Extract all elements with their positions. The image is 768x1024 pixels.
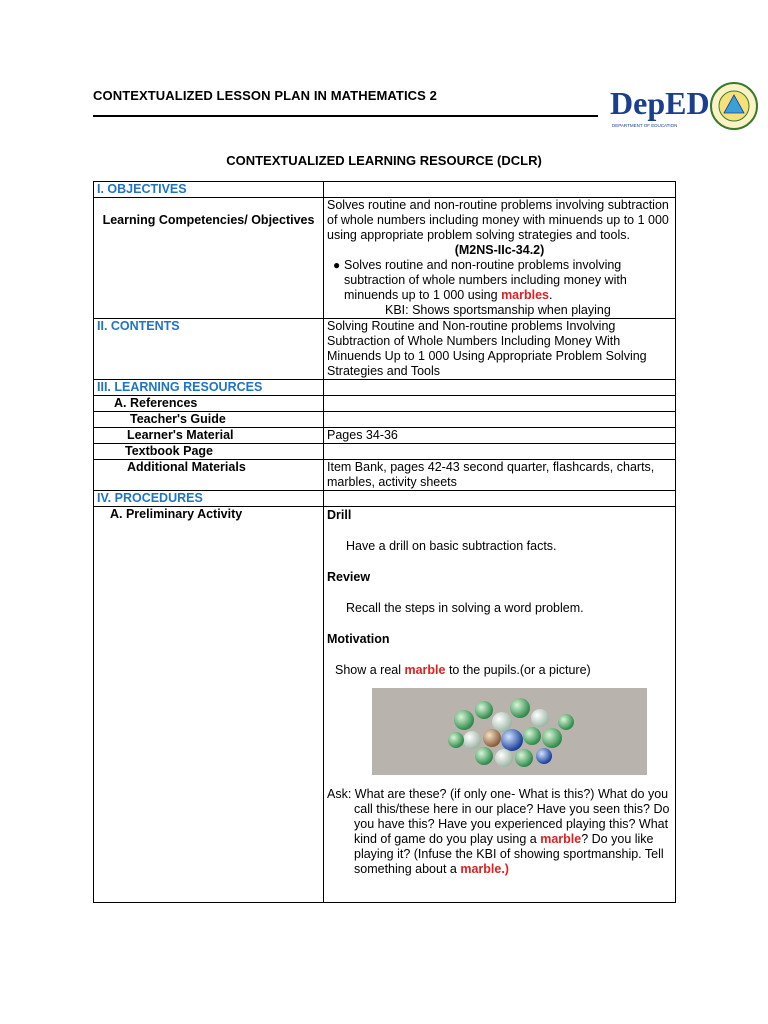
marble-icon [454, 710, 474, 730]
textbook-page-label: Textbook Page [94, 444, 324, 460]
resources-heading-value [324, 380, 676, 396]
kbi-text: KBI: Shows sportsmanship when playing [385, 303, 611, 317]
competencies-cell [324, 198, 676, 319]
marble-icon [483, 729, 501, 747]
marble-icon [501, 729, 523, 751]
references-label: A. References [94, 396, 324, 412]
header-rule [93, 115, 598, 117]
marble-icon [475, 747, 493, 765]
ask-text-pre: Ask: What are these? (if only one- What is this?) What do you call this/these here in our place? Have you seen this? Do you have this? Have you experienced playing this? What kind of game do you play using a [327, 787, 670, 846]
preliminary-activity-cell [324, 507, 676, 903]
resources-heading-row [94, 380, 676, 396]
contents-text: Solving Routine and Non-routine problems Involving Subtraction of Whole Numbers Including Money With Minuends Up to 1 000 Using Appropriate Problem Solving Strategies and Tools [324, 319, 676, 380]
lesson-plan-table [93, 181, 676, 903]
deped-logo-subtext: DEPARTMENT OF EDUCATION [612, 123, 678, 128]
additional-materials-value: Item Bank, pages 42-43 second quarter, flashcards, charts, marbles, activity sheets [324, 460, 676, 491]
teachers-guide-value [324, 412, 676, 428]
marble-icon [510, 698, 530, 718]
review-heading: Review [327, 570, 371, 584]
resources-heading: III. LEARNING RESOURCES [94, 380, 324, 396]
deped-logo [610, 80, 760, 132]
marbles-photo [372, 688, 647, 775]
review-text: Recall the steps in solving a word problem. [346, 601, 584, 615]
objectives-heading: I. OBJECTIVES [94, 182, 324, 198]
procedures-heading-row [94, 491, 676, 507]
marble-icon [531, 709, 549, 727]
bullet-text [344, 258, 672, 303]
drill-heading: Drill [327, 508, 352, 522]
marble-icon [495, 749, 513, 767]
preliminary-activity-row [94, 507, 676, 903]
drill-text: Have a drill on basic subtraction facts. [346, 539, 557, 553]
objectives-heading-row [94, 182, 676, 198]
procedures-heading-value [324, 491, 676, 507]
ask-text-marble-end: marble.) [460, 862, 509, 876]
motivation-heading: Motivation [327, 632, 390, 646]
ask-questions [327, 787, 672, 877]
bullet-text-marbles: marbles [501, 288, 550, 302]
contents-row [94, 319, 676, 380]
competency-code: (M2NS-IIc-34.2) [454, 243, 545, 257]
textbook-page-row [94, 444, 676, 460]
learners-material-value: Pages 34-36 [324, 428, 676, 444]
ask-text-marble: marble [540, 832, 582, 846]
procedures-heading: IV. PROCEDURES [94, 491, 324, 507]
teachers-guide-row [94, 412, 676, 428]
objectives-heading-value [324, 182, 676, 198]
additional-materials-label: Additional Materials [94, 460, 324, 491]
marble-icon [515, 749, 533, 767]
marble-icon [492, 712, 512, 732]
bullet-text-pre: Solves routine and non-routine problems involving subtraction of whole numbers including money with minuends up to 1 000 using [344, 258, 627, 302]
motivation-text-marble: marble [404, 663, 446, 677]
marble-icon [523, 727, 541, 745]
marble-icon [542, 728, 562, 748]
references-row [94, 396, 676, 412]
competency-bullet [327, 258, 672, 303]
bullet-text-post: . [549, 288, 553, 302]
motivation-text-pre: Show a real [335, 663, 405, 677]
marble-icon [558, 714, 574, 730]
preliminary-activity-label: A. Preliminary Activity [94, 507, 324, 903]
additional-materials-row [94, 460, 676, 491]
marble-icon [448, 732, 464, 748]
competencies-label: Learning Competencies/ Objectives [94, 198, 324, 319]
lesson-plan-title: CONTEXTUALIZED LESSON PLAN IN MATHEMATICS 2 [93, 88, 437, 103]
textbook-page-value [324, 444, 676, 460]
ask-text-mid: ? Do you like playing it? (Infuse the KBI of showing sportmanship. Tell something about a [354, 832, 664, 876]
marble-icon [475, 701, 493, 719]
dclr-heading: CONTEXTUALIZED LEARNING RESOURCE (DCLR) [226, 153, 542, 168]
marble-icon [536, 748, 552, 764]
competencies-row [94, 198, 676, 319]
references-value [324, 396, 676, 412]
learners-material-row [94, 428, 676, 444]
contents-heading: II. CONTENTS [94, 319, 324, 380]
teachers-guide-label: Teacher's Guide [94, 412, 324, 428]
learners-material-label: Learner's Material [94, 428, 324, 444]
competency-text: Solves routine and non-routine problems involving subtraction of whole numbers including money with minuends up to 1 000 using appropriate problem solving strategies and tools. [327, 198, 669, 242]
deped-logo-text: DepED [610, 85, 710, 121]
motivation-text [327, 663, 672, 678]
motivation-text-post: to the pupils.(or a picture) [445, 663, 591, 677]
bullet-icon: ● [333, 258, 341, 272]
marble-icon [463, 731, 481, 749]
